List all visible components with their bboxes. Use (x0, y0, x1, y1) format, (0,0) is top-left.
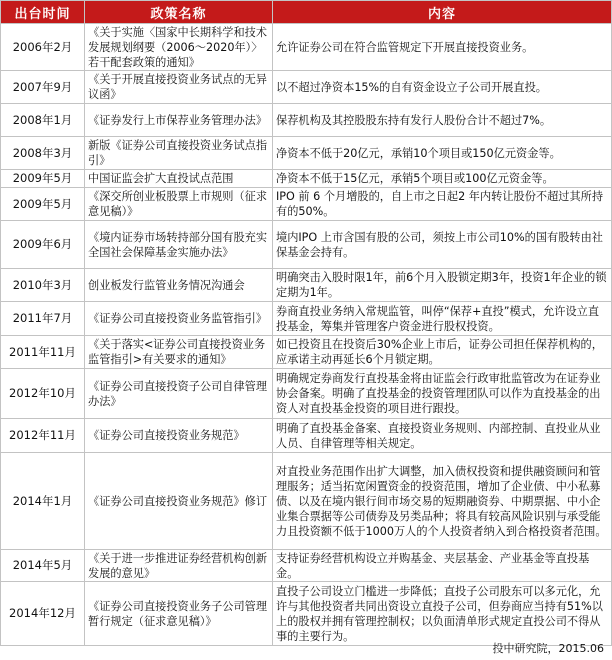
table-row (1, 24, 612, 71)
table-row (1, 188, 612, 221)
row-date: 2012年11月 (1, 419, 85, 453)
row-policy-name: 《证券公司直接投资业务规范》 (85, 419, 273, 453)
row-date: 2014年1月 (1, 453, 85, 550)
header-name: 政策名称 (85, 1, 273, 24)
row-content: 明确规定券商发行直投基金将由证监会行政审批监管改为在证券业协会备案。明确了直投基金的投资管理团队可以作为直投基金的出资人对直投基金投资的项目进行跟投。 (273, 369, 612, 419)
row-date: 2009年5月 (1, 188, 85, 221)
row-content: 境内IPO 上市含国有股的公司，须按上市公司10%的国有股转由社保基金会持有。 (273, 221, 612, 269)
row-date: 2011年7月 (1, 302, 85, 336)
row-policy-name: 《关于实施〈国家中长期科学和技术发展规划纲要（2006～2020年）〉若干配套政策的通知》 (85, 24, 273, 71)
row-content: 对直投业务范围作出扩大调整，加入债权投资和提供融资顾问和管理服务；适当拓宽闲置资金的投资范围，增加了企业债、中小私募债、以及在境内银行间市场交易的短期融资券、中期票据、中小企业集合票据等公司债券及另类品种；将具有较高风险识别与承受能力且投资额不低于1000万人的个人投资者纳入到合格投资者范围。 (273, 453, 612, 550)
row-policy-name: 《关于开展直接投资业务试点的无异议函》 (85, 71, 273, 104)
row-content: 明确突击入股时限1年，前6个月入股锁定期3年，投资1年企业的锁定期为1年。 (273, 269, 612, 302)
table-row (1, 369, 612, 419)
row-date: 2012年10月 (1, 369, 85, 419)
row-policy-name: 《关于进一步推进证券经营机构创新发展的意见》 (85, 550, 273, 582)
row-policy-name: 《证券公司直接投资业务规范》修订 (85, 453, 273, 550)
table-row (1, 453, 612, 550)
row-policy-name: 《深交所创业板股票上市规则（征求意见稿）》 (85, 188, 273, 221)
row-policy-name: 《证券公司直接投资业务监管指引》 (85, 302, 273, 336)
row-date: 2006年2月 (1, 24, 85, 71)
row-content: 以不超过净资本15%的自有资金设立子公司开展直投。 (273, 71, 612, 104)
row-policy-name: 《证券发行上市保荐业务管理办法》 (85, 104, 273, 137)
table-row (1, 71, 612, 104)
row-date: 2009年5月 (1, 170, 85, 188)
table-row (1, 269, 612, 302)
table-row (1, 419, 612, 453)
row-content: 保荐机构及其控股股东持有发行人股份合计不超过7%。 (273, 104, 612, 137)
table-header-row (1, 1, 612, 24)
row-policy-name: 新版《证券公司直接投资业务试点指引》 (85, 137, 273, 170)
row-content: 直投子公司设立门槛进一步降低；直投子公司股东可以多元化，允许与其他投资者共同出资设立直投子公司，但券商应当持有51%以上的股权并拥有管理控制权；以负面清单形式规定直投公司不得从事的主要行为。 (273, 582, 612, 646)
table-row (1, 582, 612, 646)
row-policy-name: 《境内证券市场转持部分国有股充实全国社会保障基金实施办法》 (85, 221, 273, 269)
row-date: 2008年1月 (1, 104, 85, 137)
row-policy-name: 《证券公司直接投资子公司自律管理办法》 (85, 369, 273, 419)
table-row (1, 302, 612, 336)
row-content: 支持证券经营机构设立并购基金、夹层基金、产业基金等直投基金。 (273, 550, 612, 582)
row-date: 2007年9月 (1, 71, 85, 104)
row-date: 2011年11月 (1, 336, 85, 369)
row-content: 净资本不低于15亿元，承销5个项目或100亿元资金等。 (273, 170, 612, 188)
table-row (1, 137, 612, 170)
row-content: 如已投资且在投资后30%企业上市后，证券公司担任保荐机构的，应承诺主动再延长6个月锁定期。 (273, 336, 612, 369)
table-row (1, 104, 612, 137)
row-policy-name: 《证券公司直接投资业务子公司管理暂行规定（征求意见稿）》 (85, 582, 273, 646)
row-date: 2014年5月 (1, 550, 85, 582)
header-date: 出台时间 (1, 1, 85, 24)
row-content: 券商直投业务纳入常规监管，叫停“保荐+直投”模式，允许设立直投基金，筹集并管理客户资金进行股权投资。 (273, 302, 612, 336)
row-date: 2014年12月 (1, 582, 85, 646)
row-date: 2010年3月 (1, 269, 85, 302)
row-content: 明确了直投基金备案、直接投资业务规则、内部控制、直投业从业人员、自律管理等相关规定。 (273, 419, 612, 453)
row-date: 2008年3月 (1, 137, 85, 170)
table-row (1, 336, 612, 369)
table-row (1, 550, 612, 582)
row-policy-name: 《关于落实<证券公司直接投资业务监管指引>有关要求的通知》 (85, 336, 273, 369)
table-row (1, 221, 612, 269)
row-content: 净资本不低于20亿元，承销10个项目或150亿元资金等。 (273, 137, 612, 170)
row-policy-name: 中国证监会扩大直投试点范围 (85, 170, 273, 188)
row-content: IPO 前 6 个月增股的，自上市之日起2 年内转让股份不超过其所持有的50%。 (273, 188, 612, 221)
header-content: 内容 (273, 1, 612, 24)
row-content: 允许证券公司在符合监管规定下开展直接投资业务。 (273, 24, 612, 71)
row-policy-name: 创业板发行监管业务情况沟通会 (85, 269, 273, 302)
row-date: 2009年6月 (1, 221, 85, 269)
table-row (1, 170, 612, 188)
source-credit: 投中研究院，2015.06 (492, 642, 604, 655)
